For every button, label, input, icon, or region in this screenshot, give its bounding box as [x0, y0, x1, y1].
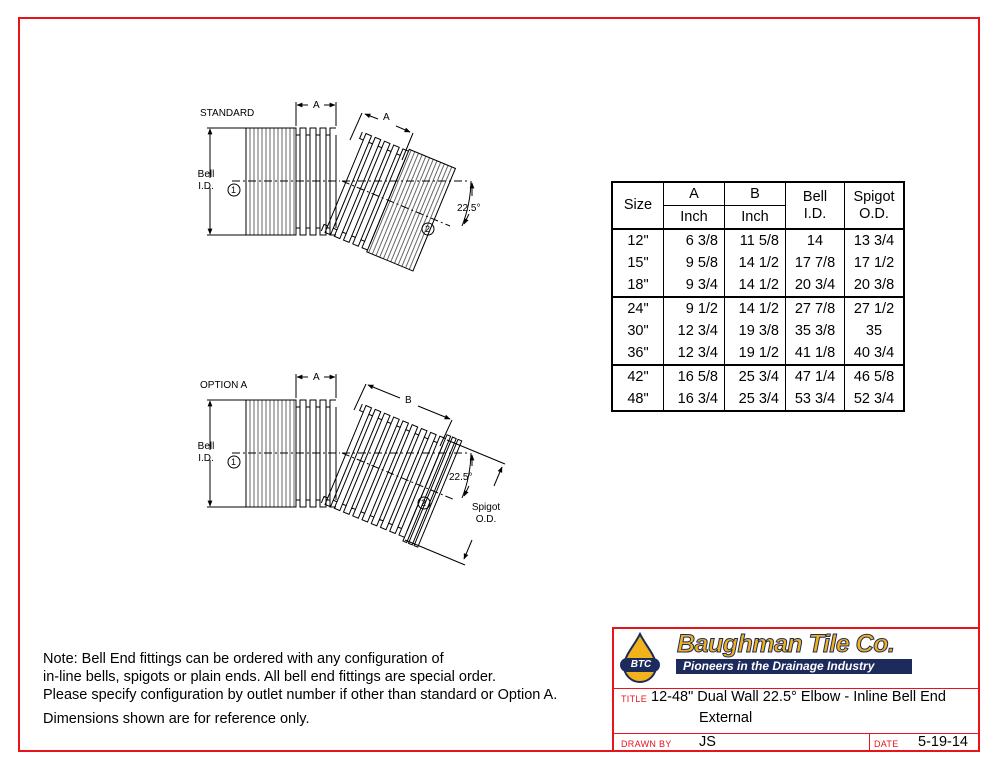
standard-elbow-drawing	[207, 102, 472, 271]
cell-b: 14 1/2	[725, 252, 786, 274]
cell-a: 9 3/4	[664, 274, 725, 297]
drawn-by-value: JS	[699, 734, 716, 750]
cell-size: 18"	[627, 276, 649, 293]
cell-bell: 47 1/4	[786, 365, 845, 388]
cell-size: 24"	[612, 297, 664, 320]
company-name: Baughman Tile Co.	[677, 630, 895, 658]
angle-label-standard: 22.5°	[457, 203, 481, 214]
dimension-table	[611, 181, 905, 412]
option-a-elbow-drawing	[207, 374, 505, 565]
cell-size: 42"	[612, 365, 664, 388]
cell-spigot: 35	[845, 320, 905, 342]
note-line-2: in-line bells, spigots or plain ends. All bell end fittings are special order.	[43, 669, 496, 685]
cell-spigot: 20 3/8	[845, 274, 905, 297]
cell-size: 15"	[627, 254, 649, 271]
outlet-2-option-a: 2	[421, 498, 427, 508]
cell-bell: 27 7/8	[786, 297, 845, 320]
cell-bell: 35 3/8	[786, 320, 845, 342]
cell-spigot: 13 3/4	[845, 229, 905, 252]
cell-size: 48"	[627, 390, 649, 407]
dim-a-standard: A	[313, 100, 320, 111]
cell-a: 12 3/4	[664, 320, 725, 342]
cell-spigot: 27 1/2	[845, 297, 905, 320]
cell-spigot: 17 1/2	[845, 252, 905, 274]
outlet-1-standard: 1	[231, 185, 237, 195]
drawn-by-label: DRAWN BY	[621, 739, 672, 749]
bell-id-label-option-a: Bell I.D.	[197, 441, 215, 464]
cell-b: 11 5/8	[725, 229, 786, 252]
title-label: TITLE	[621, 694, 648, 704]
unit-b: Inch	[725, 206, 786, 230]
spigot-od-label: Spigot O.D.	[471, 502, 501, 525]
bell-id-label-standard: Bell I.D.	[197, 169, 215, 192]
cell-b: 25 3/4	[725, 365, 786, 388]
cell-bell: 41 1/8	[786, 342, 845, 365]
company-tagline: Pioneers in the Drainage Industry	[683, 659, 875, 673]
dim-a-option-a: A	[313, 372, 320, 383]
cell-a: 12 3/4	[664, 342, 725, 365]
cell-a: 9 1/2	[664, 297, 725, 320]
table-row	[612, 274, 904, 297]
cell-spigot: 40 3/4	[845, 342, 905, 365]
header-b: B	[725, 182, 786, 206]
table-header-row	[612, 182, 904, 206]
table-row	[612, 252, 904, 274]
cell-b: 19 1/2	[725, 342, 786, 365]
header-size: Size	[612, 182, 664, 229]
unit-a: Inch	[664, 206, 725, 230]
dim-a-angled: A	[383, 112, 390, 123]
date-value: 5-19-14	[918, 734, 968, 750]
notes	[43, 650, 557, 704]
cell-a: 6 3/8	[664, 229, 725, 252]
table-row	[612, 297, 904, 320]
drawing-title-line-1: 12-48" Dual Wall 22.5° Elbow - Inline Bell End	[651, 689, 946, 705]
table-row	[612, 388, 904, 411]
cell-b: 14 1/2	[725, 274, 786, 297]
cell-b: 14 1/2	[725, 297, 786, 320]
outlet-2-standard: 2	[425, 224, 431, 234]
note-line-3: Please specify configuration by outlet number if other than standard or Option A.	[43, 687, 558, 703]
cell-bell: 14	[786, 229, 845, 252]
angle-label-option-a: 22.5°	[449, 472, 473, 483]
note-reference: Dimensions shown are for reference only.	[43, 711, 310, 727]
standard-label: STANDARD	[200, 108, 255, 119]
title-block-divider	[869, 733, 870, 752]
cell-bell: 20 3/4	[786, 274, 845, 297]
cell-spigot: 52 3/4	[845, 388, 905, 411]
header-a: A	[664, 182, 725, 206]
table-row	[612, 342, 904, 365]
cell-size: 36"	[627, 344, 649, 361]
cell-spigot: 46 5/8	[845, 365, 905, 388]
table-row	[612, 365, 904, 388]
cell-a: 9 5/8	[664, 252, 725, 274]
cell-a: 16 3/4	[664, 388, 725, 411]
cell-b: 25 3/4	[725, 388, 786, 411]
date-label: DATE	[874, 739, 899, 749]
drawing-title-line-2: External	[699, 710, 753, 726]
header-bell-id: Bell I.D.	[786, 182, 845, 229]
cell-a: 16 5/8	[664, 365, 725, 388]
cell-b: 19 3/8	[725, 320, 786, 342]
table-row	[612, 229, 904, 252]
dim-b-option-a: B	[405, 395, 412, 406]
cell-size: 30"	[627, 322, 649, 339]
cell-size: 12"	[627, 232, 649, 249]
cell-bell: 53 3/4	[786, 388, 845, 411]
option-a-label: OPTION A	[200, 380, 248, 391]
header-spigot-od: Spigot O.D.	[845, 182, 905, 229]
logo-letters: BTC	[630, 659, 652, 670]
note-line-1: Note: Bell End fittings can be ordered with any configuration of	[43, 651, 444, 667]
outlet-1-option-a: 1	[231, 457, 237, 467]
table-row	[612, 320, 904, 342]
cell-bell: 17 7/8	[786, 252, 845, 274]
